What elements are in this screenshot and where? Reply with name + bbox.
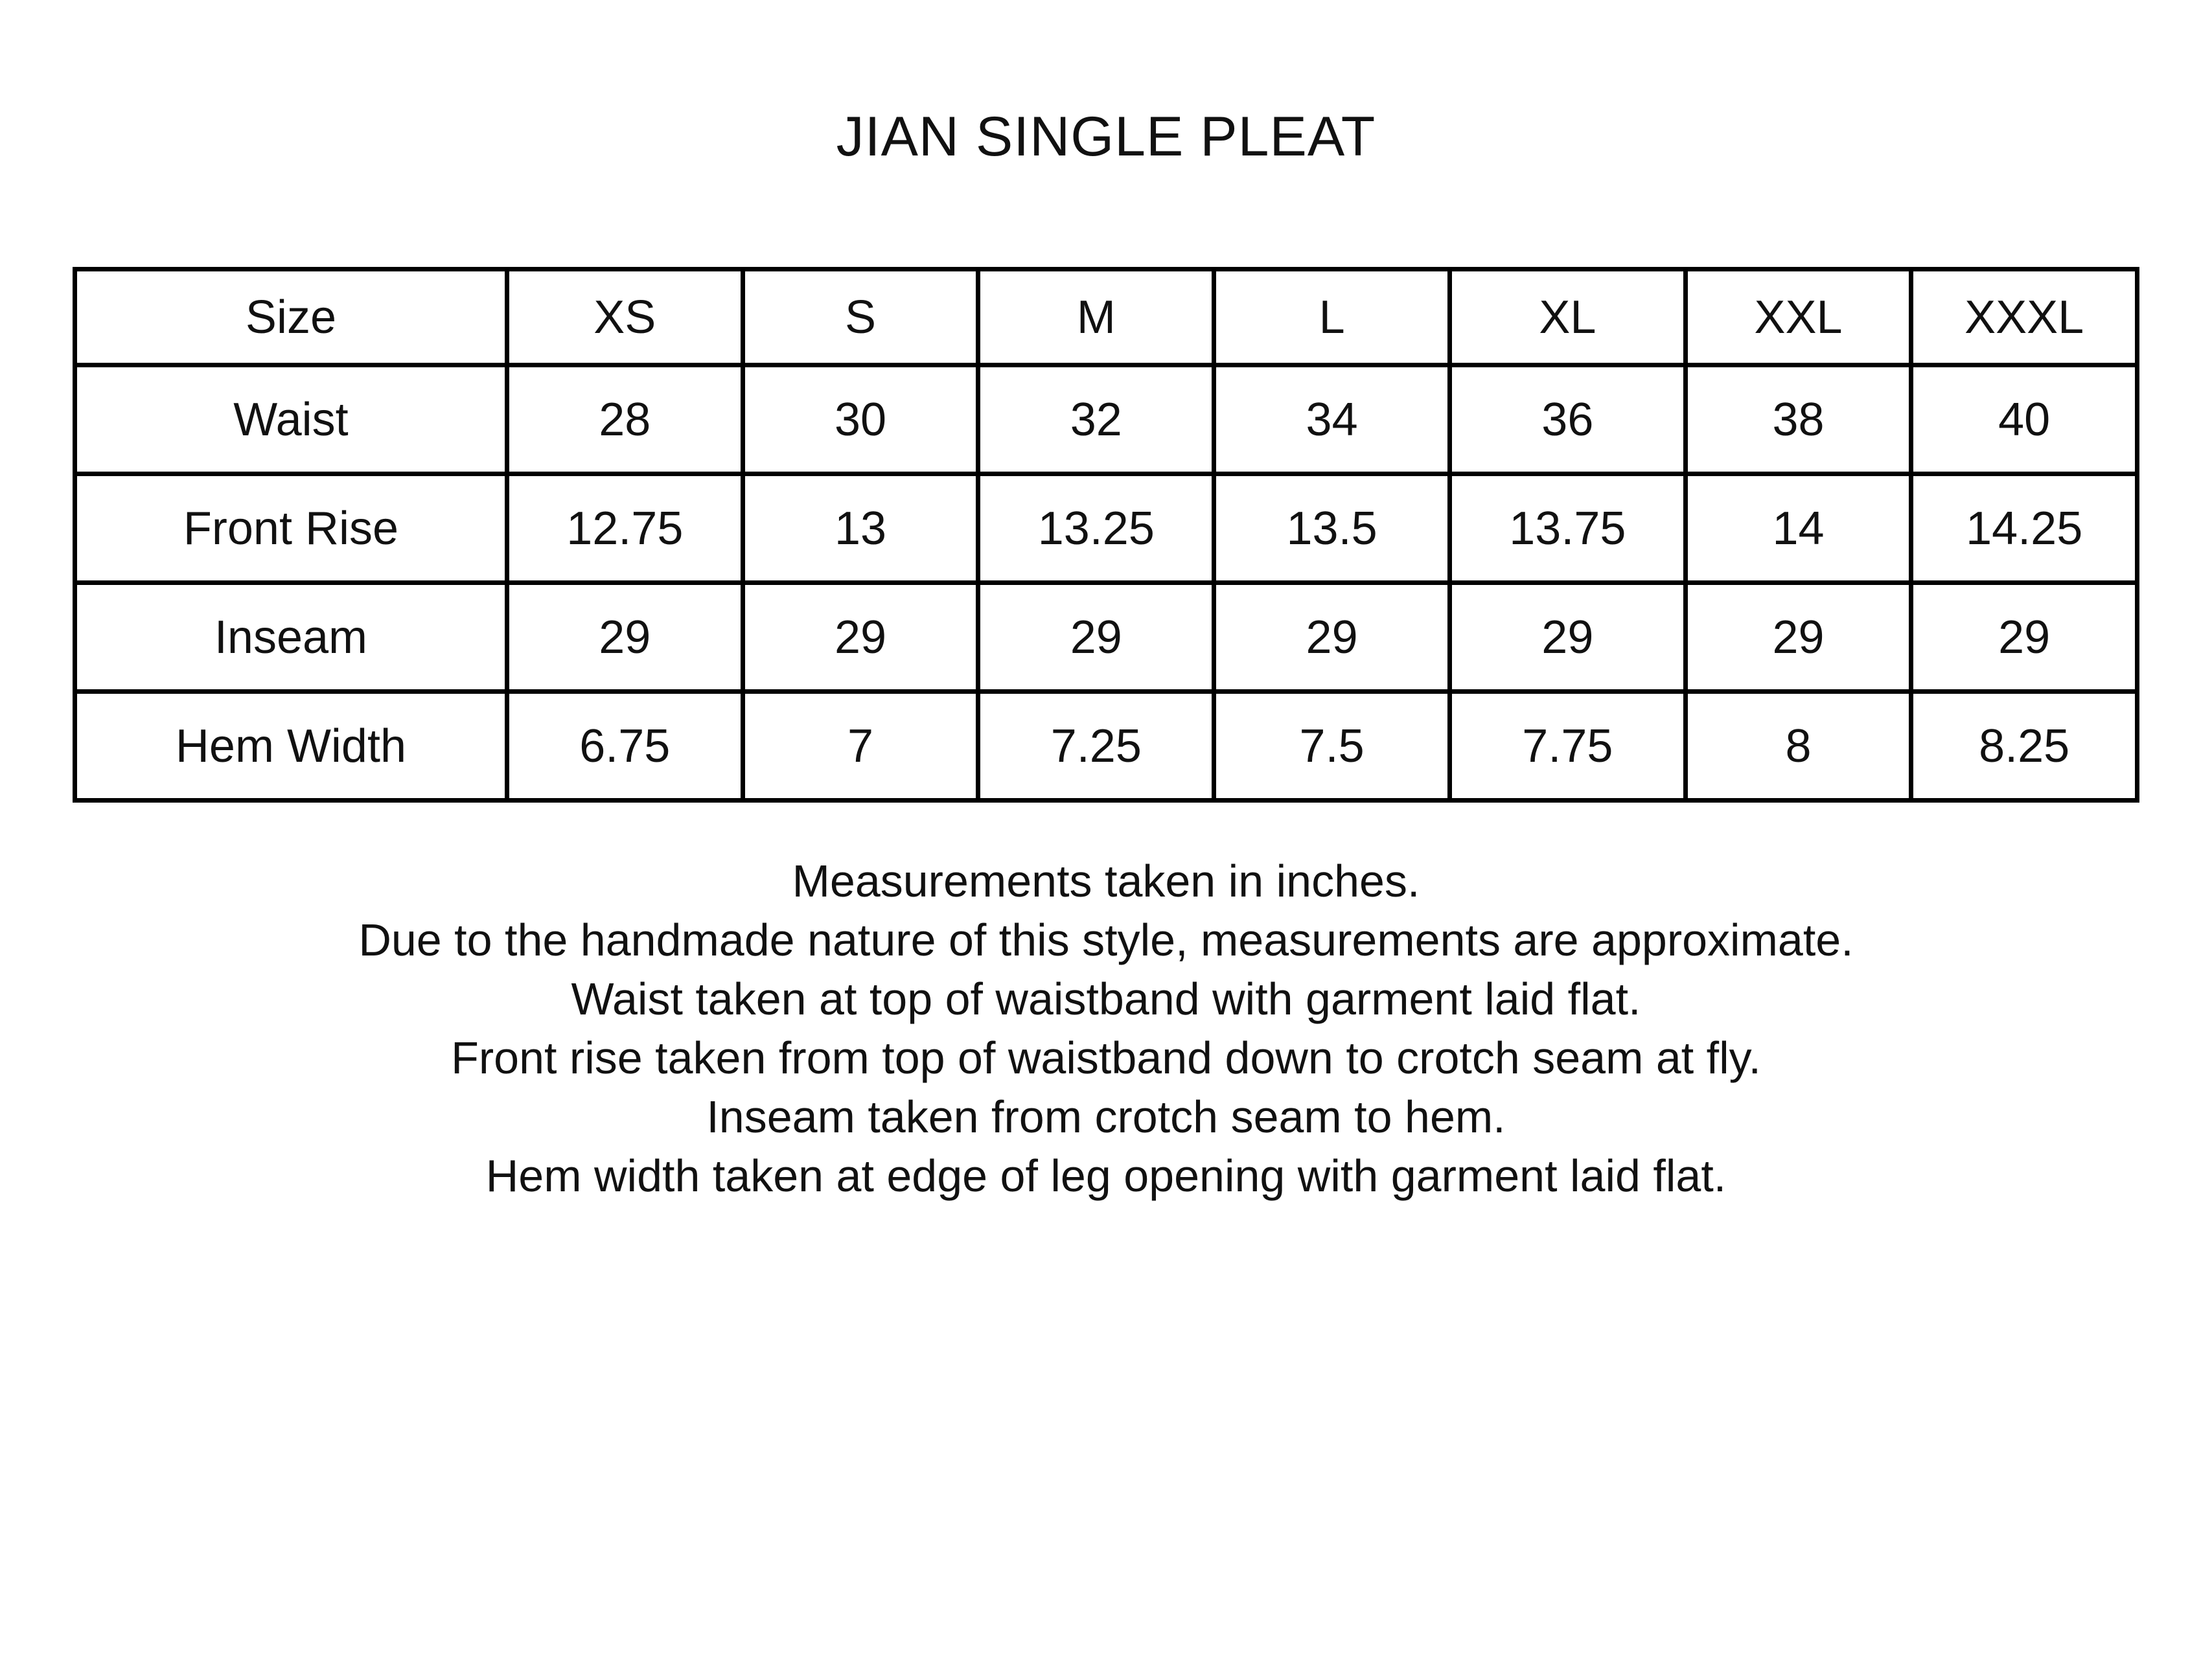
note-line-4: Front rise taken from top of waistband down to crotch seam at fly. xyxy=(451,1033,1761,1083)
cell-inseam-xxl: 29 xyxy=(1685,583,1911,692)
cell-inseam-xxxl: 29 xyxy=(1911,583,2137,692)
cell-front-rise-l: 13.5 xyxy=(1214,474,1450,583)
cell-inseam-xs: 29 xyxy=(507,583,743,692)
cell-hem-width-xxxl: 8.25 xyxy=(1911,692,2137,801)
cell-waist-xxxl: 40 xyxy=(1911,365,2137,474)
size-chart-table-container xyxy=(73,165,2139,803)
table-row xyxy=(75,692,2137,801)
cell-waist-m: 32 xyxy=(978,365,1214,474)
cell-hem-width-s: 7 xyxy=(743,692,978,801)
row-label-front-rise: Front Rise xyxy=(75,474,507,583)
header-cell-xs: XS xyxy=(507,269,743,365)
cell-hem-width-xl: 7.75 xyxy=(1449,692,1685,801)
note-line-1: Measurements taken in inches. xyxy=(792,856,1420,906)
cell-hem-width-m: 7.25 xyxy=(978,692,1214,801)
cell-inseam-xl: 29 xyxy=(1449,583,1685,692)
row-label-waist: Waist xyxy=(75,365,507,474)
cell-front-rise-m: 13.25 xyxy=(978,474,1214,583)
header-cell-xl: XL xyxy=(1449,269,1685,365)
table-header-row xyxy=(75,269,2137,365)
note-line-5: Inseam taken from crotch seam to hem. xyxy=(706,1092,1506,1142)
note-line-2: Due to the handmade nature of this style, measurements are approximate. xyxy=(358,915,1854,965)
note-line-6: Hem width taken at edge of leg opening with garment laid flat. xyxy=(485,1150,1727,1201)
header-cell-size: Size xyxy=(75,269,507,365)
header-cell-m: M xyxy=(978,269,1214,365)
cell-waist-l: 34 xyxy=(1214,365,1450,474)
table-row xyxy=(75,474,2137,583)
cell-front-rise-xl: 13.75 xyxy=(1449,474,1685,583)
row-label-inseam: Inseam xyxy=(75,583,507,692)
header-cell-l: L xyxy=(1214,269,1450,365)
cell-inseam-l: 29 xyxy=(1214,583,1450,692)
header-cell-s: S xyxy=(743,269,978,365)
table-row xyxy=(75,365,2137,474)
header-cell-xxxl: XXXL xyxy=(1911,269,2137,365)
cell-inseam-s: 29 xyxy=(743,583,978,692)
cell-front-rise-xxl: 14 xyxy=(1685,474,1911,583)
cell-front-rise-xs: 12.75 xyxy=(507,474,743,583)
cell-waist-xs: 28 xyxy=(507,365,743,474)
table-row xyxy=(75,583,2137,692)
cell-front-rise-xxxl: 14.25 xyxy=(1911,474,2137,583)
page-title: JIAN SINGLE PLEAT xyxy=(836,106,1376,168)
cell-hem-width-l: 7.5 xyxy=(1214,692,1450,801)
cell-waist-xxl: 38 xyxy=(1685,365,1911,474)
cell-waist-xl: 36 xyxy=(1449,365,1685,474)
cell-inseam-m: 29 xyxy=(978,583,1214,692)
size-chart-table xyxy=(73,267,2139,803)
header-cell-xxl: XXL xyxy=(1685,269,1911,365)
cell-hem-width-xxl: 8 xyxy=(1685,692,1911,801)
cell-hem-width-xs: 6.75 xyxy=(507,692,743,801)
note-line-3: Waist taken at top of waistband with garment laid flat. xyxy=(571,974,1641,1024)
cell-front-rise-s: 13 xyxy=(743,474,978,583)
cell-waist-s: 30 xyxy=(743,365,978,474)
measurement-notes xyxy=(0,803,2212,1206)
row-label-hem-width: Hem Width xyxy=(75,692,507,801)
